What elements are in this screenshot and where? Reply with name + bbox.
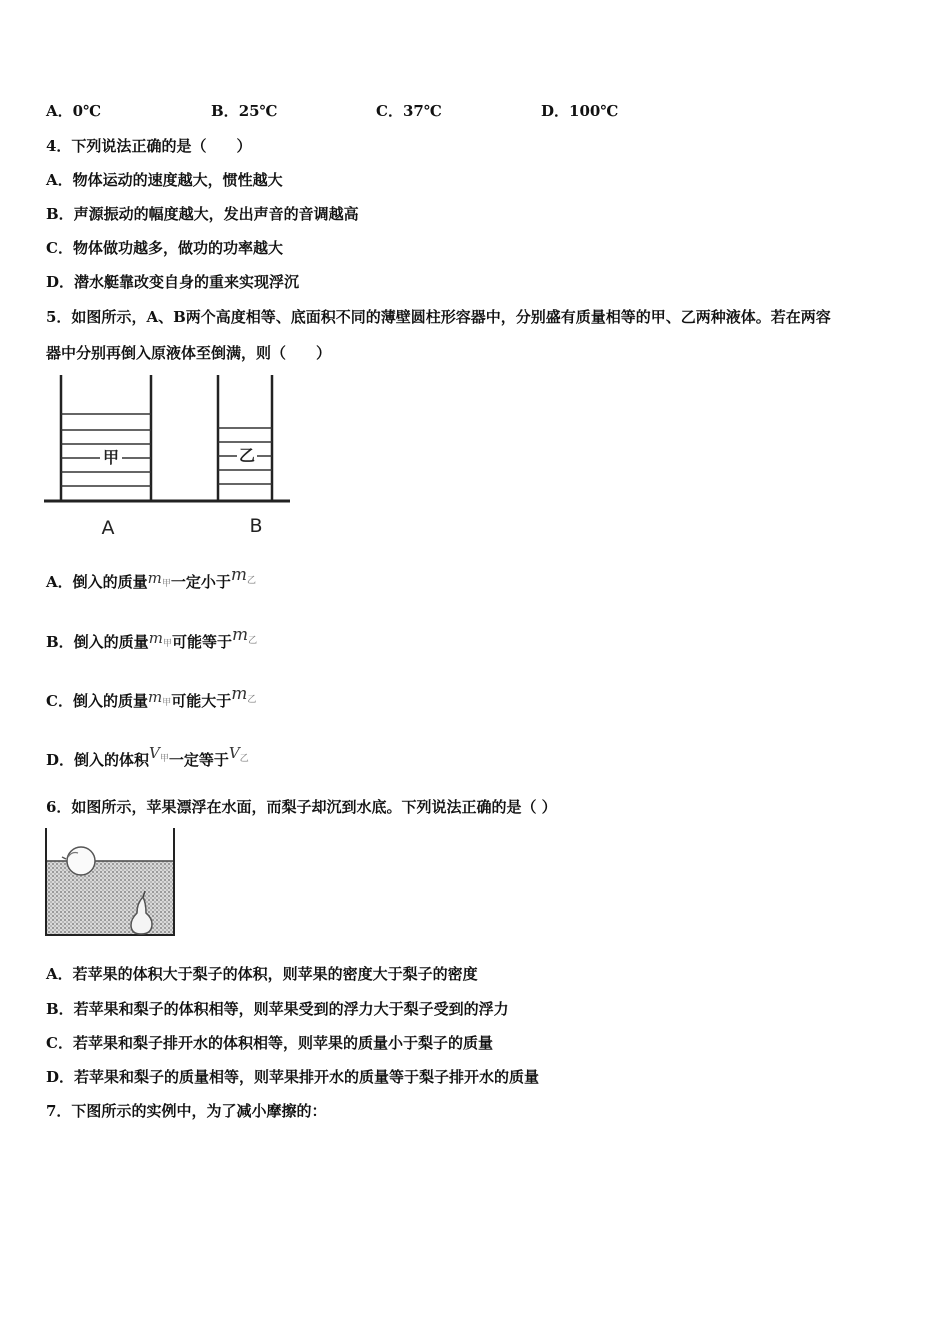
q4-option-c: C．物体做功越多，做功的功率越大 bbox=[46, 239, 283, 257]
q3-option-d: D．100℃ bbox=[541, 102, 619, 120]
q5-option-b: B．倒入的质量$m_甲$可能等于$m_乙$ bbox=[46, 625, 258, 651]
q5-option-c: C．倒入的质量$m_甲$可能大于$m_乙$ bbox=[46, 684, 257, 710]
q5-stem-line1: 5．如图所示，A、B两个高度相等、底面积不同的薄壁圆柱形容器中，分别盛有质量相等的甲、乙两种液体。若在两容 bbox=[46, 308, 831, 326]
math-symbol: $m_甲$ bbox=[147, 569, 171, 589]
q5-stem-line2: 器中分别再倒入原液体至倒满，则（ ） bbox=[46, 344, 332, 362]
q5-containers-figure bbox=[44, 372, 294, 542]
q3-option-b: B．25℃ bbox=[211, 102, 278, 120]
container-b-label: B bbox=[249, 515, 263, 537]
q6-option-a: A．若苹果的体积大于梨子的体积，则苹果的密度大于梨子的密度 bbox=[46, 965, 478, 983]
math-symbol: $V_乙$ bbox=[228, 744, 249, 764]
liquid-a-label: 甲 bbox=[102, 448, 120, 467]
container-a-label: A bbox=[101, 517, 115, 539]
math-symbol: $m_乙$ bbox=[231, 625, 258, 646]
q6-option-c: C．若苹果和梨子排开水的体积相等，则苹果的质量小于梨子的质量 bbox=[46, 1034, 493, 1052]
q6-option-b: B．若苹果和梨子的体积相等，则苹果受到的浮力大于梨子受到的浮力 bbox=[46, 1000, 509, 1018]
q6-option-d: D．若苹果和梨子的质量相等，则苹果排开水的质量等于梨子排开水的质量 bbox=[46, 1068, 540, 1086]
q5-option-a: A．倒入的质量$m_甲$一定小于$m_乙$ bbox=[46, 565, 257, 591]
math-symbol: $m_乙$ bbox=[230, 565, 257, 586]
q6-apple-pear-figure bbox=[44, 827, 178, 939]
math-symbol: $V_甲$ bbox=[149, 744, 169, 764]
math-symbol: $m_乙$ bbox=[231, 684, 257, 705]
q5-option-d: D．倒入的体积$V_甲$一定等于$V_乙$ bbox=[46, 744, 249, 769]
q7-stem: 7．下图所示的实例中，为了减小摩擦的： bbox=[46, 1102, 327, 1120]
q4-option-a: A．物体运动的速度越大，惯性越大 bbox=[46, 171, 283, 189]
liquid-b-label: 乙 bbox=[238, 446, 256, 465]
q3-option-c: C．37℃ bbox=[376, 102, 442, 120]
q6-stem: 6．如图所示，苹果漂浮在水面，而梨子却沉到水底。下列说法正确的是（ ） bbox=[46, 798, 557, 816]
q4-stem: 4．下列说法正确的是（ ） bbox=[46, 137, 252, 155]
q4-option-b: B．声源振动的幅度越大，发出声音的音调越高 bbox=[46, 205, 359, 223]
q3-option-a: A．0℃ bbox=[46, 102, 102, 120]
math-symbol: $m_甲$ bbox=[147, 688, 172, 708]
math-symbol: $m_甲$ bbox=[148, 629, 172, 649]
q4-option-d: D．潜水艇靠改变自身的重来实现浮沉 bbox=[46, 273, 300, 291]
